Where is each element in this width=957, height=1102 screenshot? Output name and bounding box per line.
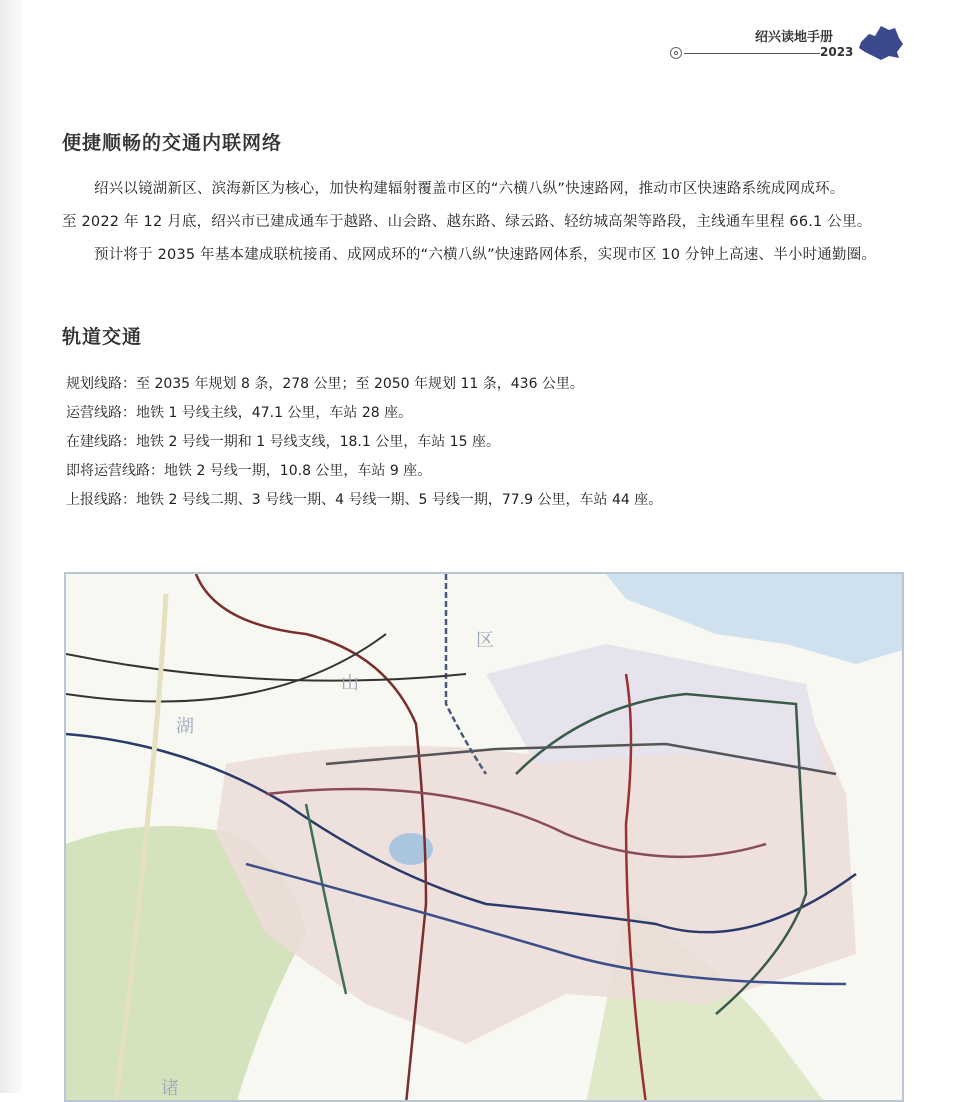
rail-network-map — [64, 572, 904, 1102]
paragraph: 绍兴以镜湖新区、滨海新区为核心，加快构建辐射覆盖市区的“六横八纵”快速路网，推动市区快速路系统成网成环。 — [94, 181, 845, 197]
rail-item: 即将运营线路：地铁 2 号线一期，10.8 公里，车站 9 座。 — [66, 463, 432, 479]
header-divider — [684, 53, 820, 54]
rail-item: 运营线路：地铁 1 号线主线，47.1 公里，车站 28 座。 — [66, 405, 413, 421]
paragraph: 至 2022 年 12 月底，绍兴市已建成通车于越路、山会路、越东路、绿云路、轻纺城高架等路段，主线通车里程 66.1 公里。 — [62, 214, 872, 230]
rail-item: 在建线路：地铁 2 号线一期和 1 号线支线，18.1 公里，车站 15 座。 — [66, 434, 500, 450]
paragraph: 预计将于 2035 年基本建成联杭接甬、成网成环的“六横八纵”快速路网体系，实现市区 10 分钟上高速、半小时通勤圈。 — [94, 247, 877, 263]
map-label: 山 — [341, 673, 359, 694]
rail-item: 上报线路：地铁 2 号线二期、3 号线一期、4 号线一期、5 号线一期，77.9 公里，车站 44 座。 — [66, 492, 663, 508]
map-label: 湖 — [176, 716, 194, 737]
circle-icon — [670, 47, 682, 59]
handbook-title: 绍兴读地手册 — [755, 30, 834, 45]
map-label: 诸 — [161, 1078, 179, 1099]
section-title-expressway: 便捷顺畅的交通内联网络 — [62, 132, 283, 154]
map-label: 区 — [476, 630, 494, 651]
handbook-year: 2023 — [820, 45, 854, 59]
shaoxing-map-logo-icon — [855, 22, 905, 62]
section-title-rail: 轨道交通 — [62, 326, 143, 348]
rail-item: 规划线路：至 2035 年规划 8 条，278 公里；至 2050 年规划 11 条，436 公里。 — [66, 376, 584, 392]
water-area — [606, 574, 904, 664]
page-edge — [0, 0, 22, 1093]
